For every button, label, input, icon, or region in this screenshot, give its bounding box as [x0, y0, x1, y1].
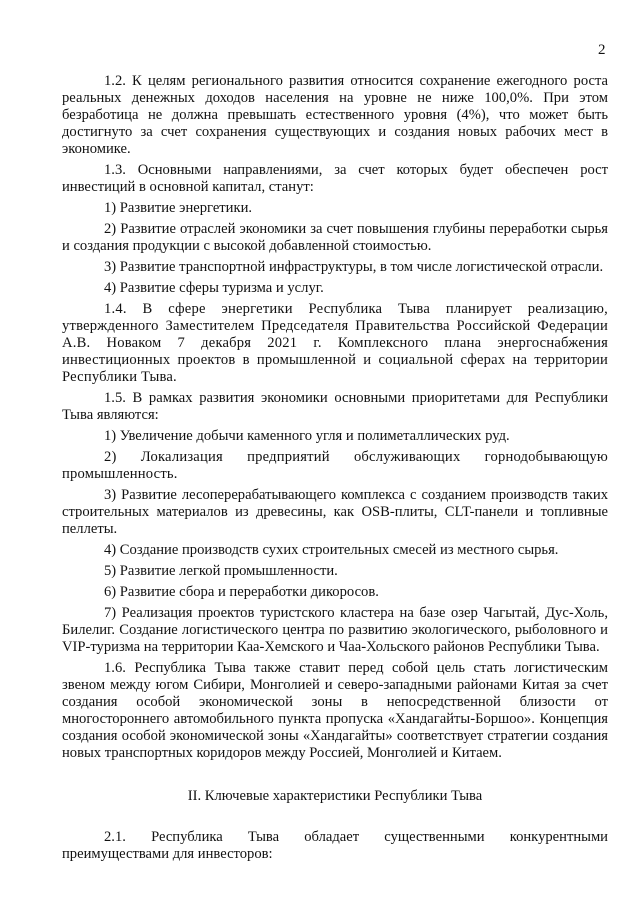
list-item-coal: 1) Увеличение добычи каменного угля и полиметаллических руд.: [104, 428, 510, 444]
list-item-industries: 2) Развитие отраслей экономики за счет повышения глубины переработки сырья и создания продукции с высокой добавленной стоимостью.: [62, 221, 608, 254]
list-item-transport: 3) Развитие транспортной инфраструктуры, в том числе логистической отрасли.: [104, 259, 604, 275]
paragraph-1-6: 1.6. Республика Тыва также ставит перед собой цель стать логистическим звеном между югом Сибири, Монголией и северо-западными районами Китая за счет создания особой экономической зоны в непосредственной близости от многостороннего автомобильного пункта пропуска «Хандагайты-Боршоо». Концепция создания особой экономической зоны «Хандагайты» соответствует стратегии создания новых транспортных коридоров между Россией, Монголией и Китаем.: [62, 660, 608, 761]
list-item-timber: 3) Развитие лесоперерабатывающего комплекса с созданием производств таких строительных материалов из древесины, как OSB-плиты, CLT-панели и топливные пеллеты.: [62, 487, 608, 537]
paragraph-2-1: 2.1. Республика Тыва обладает существенными конкурентными преимуществами для инвесторов:: [62, 829, 608, 862]
paragraph-1-2: 1.2. К целям регионального развития относится сохранение ежегодного роста реальных денежных доходов населения на уровне не ниже 100,0%. При этом безработица не должна превышать естественного уровня (4%), что может быть достигнуто за счет сохранения существующих и создания новых рабочих мест в экономике.: [62, 73, 608, 157]
list-item-tourist-cluster: 7) Реализация проектов туристского кластера на базе озер Чагытай, Дус-Холь, Билелиг. Создание логистического центра по развитию экологического, рыболовного и VIP-туризма на территории Каа-Хемского и Чаа-Хольского районов Республики Тыва.: [62, 605, 608, 655]
section-heading: II. Ключевые характеристики Республики Тыва: [187, 788, 483, 804]
list-item-tourism: 4) Развитие сферы туризма и услуг.: [104, 280, 324, 296]
list-item-light-industry: 5) Развитие легкой промышленности.: [104, 563, 338, 579]
list-item-wild-plants: 6) Развитие сбора и переработки дикоросов.: [104, 584, 379, 600]
page-number: 2: [598, 42, 606, 58]
list-item-energy: 1) Развитие энергетики.: [104, 200, 253, 216]
list-item-mixes: 4) Создание производств сухих строительных смесей из местного сырья.: [104, 542, 559, 558]
paragraph-1-4: 1.4. В сфере энергетики Республика Тыва планирует реализацию, утвержденного Заместителем Председателя Правительства Российской Федерации А.В. Новаком 7 декабря 2021 г. Комплексного плана энергоснабжения инвестиционных проектов в промышленной и социальной сферах на территории Республики Тыва.: [62, 301, 608, 385]
document-body: [62, 73, 608, 867]
list-item-localization: 2) Локализация предприятий обслуживающих горнодобывающую промышленность.: [62, 449, 608, 482]
paragraph-1-5: 1.5. В рамках развития экономики основными приоритетами для Республики Тыва являются:: [62, 390, 608, 423]
paragraph-1-3: 1.3. Основными направлениями, за счет которых будет обеспечен рост инвестиций в основной капитал, станут:: [62, 162, 608, 195]
